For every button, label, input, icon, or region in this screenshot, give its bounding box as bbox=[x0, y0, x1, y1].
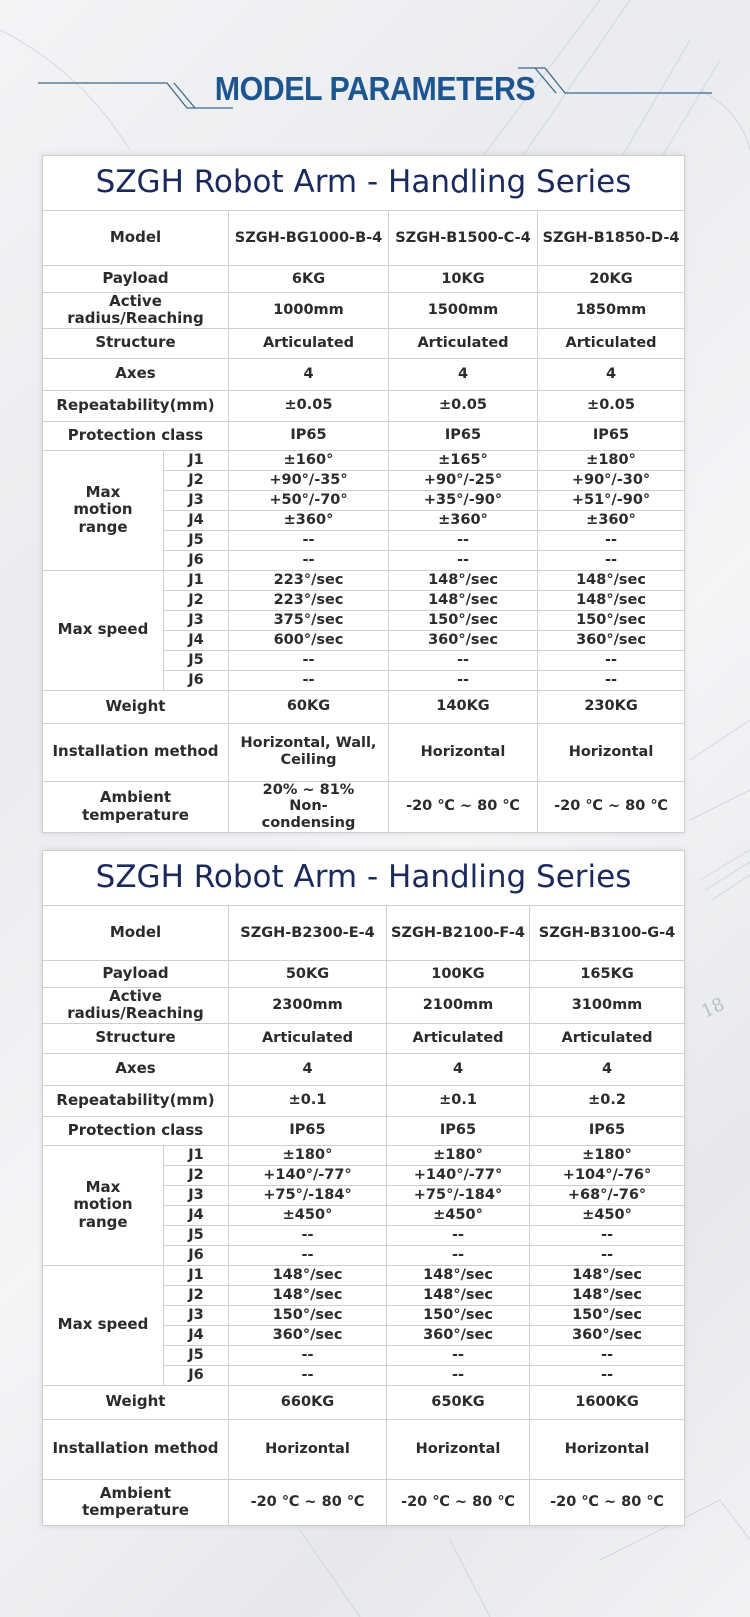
cell-value: 4 bbox=[229, 1053, 387, 1085]
cell-value: +75°/-184° bbox=[387, 1185, 530, 1205]
cell-value: 1500mm bbox=[389, 293, 538, 329]
row-structure bbox=[43, 328, 685, 358]
cell-value: -- bbox=[538, 530, 685, 550]
cell-value: Horizontal bbox=[530, 1419, 685, 1479]
cell-value: 223°/sec bbox=[229, 570, 389, 590]
cell-value: ±0.1 bbox=[387, 1085, 530, 1116]
cell-value: -- bbox=[389, 530, 538, 550]
row-label: Repeatability(mm) bbox=[43, 1085, 229, 1116]
cell-value: 1000mm bbox=[229, 293, 389, 329]
cell-value: ±360° bbox=[538, 510, 685, 530]
cell-value: +140°/-77° bbox=[387, 1165, 530, 1185]
cell-value: -- bbox=[530, 1365, 685, 1385]
cell-value: +51°/-90° bbox=[538, 490, 685, 510]
joint-label: J6 bbox=[164, 1365, 229, 1385]
svg-text:18: 18 bbox=[698, 993, 728, 1023]
joint-label: J2 bbox=[164, 1165, 229, 1185]
model-name: SZGH-B1850-D-4 bbox=[538, 211, 685, 266]
cell-value: Articulated bbox=[538, 328, 685, 358]
cell-value: ±180° bbox=[387, 1145, 530, 1165]
table-title: SZGH Robot Arm - Handling Series bbox=[43, 851, 685, 906]
row-reach bbox=[43, 988, 685, 1024]
row-label: Installation method bbox=[43, 1419, 229, 1479]
cell-value: 3100mm bbox=[530, 988, 685, 1024]
joint-label: J5 bbox=[164, 650, 229, 670]
cell-value: 140KG bbox=[389, 690, 538, 723]
row-weight bbox=[43, 1385, 685, 1419]
cell-value: -- bbox=[229, 670, 389, 690]
cell-value: -- bbox=[229, 1365, 387, 1385]
model-name: SZGH-BG1000-B-4 bbox=[229, 211, 389, 266]
joint-label: J1 bbox=[164, 1265, 229, 1285]
cell-value: ±180° bbox=[229, 1145, 387, 1165]
cell-value: 148°/sec bbox=[387, 1285, 530, 1305]
joint-label: J5 bbox=[164, 1225, 229, 1245]
row-label: Weight bbox=[43, 1385, 229, 1419]
row-label: Protection class bbox=[43, 1116, 229, 1145]
joint-label: J2 bbox=[164, 590, 229, 610]
row-speed-j1 bbox=[43, 570, 685, 590]
cell-value: -- bbox=[389, 670, 538, 690]
model-name: SZGH-B3100-G-4 bbox=[530, 906, 685, 961]
cell-value: 375°/sec bbox=[229, 610, 389, 630]
cell-value: -20 ℃ ~ 80 ℃ bbox=[530, 1479, 685, 1525]
row-repeatability bbox=[43, 390, 685, 421]
row-label: Payload bbox=[43, 961, 229, 988]
cell-value: 20% ~ 81% Non-condensing bbox=[229, 781, 389, 832]
cell-value: 4 bbox=[389, 358, 538, 390]
cell-value: IP65 bbox=[387, 1116, 530, 1145]
cell-value: 2300mm bbox=[229, 988, 387, 1024]
cell-value: 600°/sec bbox=[229, 630, 389, 650]
section-header bbox=[0, 60, 750, 120]
cell-value: 165KG bbox=[530, 961, 685, 988]
joint-label: J5 bbox=[164, 1345, 229, 1365]
model-name: SZGH-B2300-E-4 bbox=[229, 906, 387, 961]
cell-value: Horizontal bbox=[387, 1419, 530, 1479]
cell-value: 1600KG bbox=[530, 1385, 685, 1419]
row-label: Weight bbox=[43, 690, 229, 723]
cell-value: Horizontal bbox=[229, 1419, 387, 1479]
cell-value: 223°/sec bbox=[229, 590, 389, 610]
cell-value: ±0.05 bbox=[389, 390, 538, 421]
row-label: Max speed bbox=[43, 1265, 164, 1385]
row-label: Max speed bbox=[43, 570, 164, 690]
joint-label: J1 bbox=[164, 1145, 229, 1165]
row-structure bbox=[43, 1023, 685, 1053]
row-label: Active radius/Reaching bbox=[43, 293, 229, 329]
cell-value: ±450° bbox=[387, 1205, 530, 1225]
cell-value: ±165° bbox=[389, 450, 538, 470]
cell-value: ±360° bbox=[389, 510, 538, 530]
cell-value: 148°/sec bbox=[530, 1265, 685, 1285]
cell-value: -- bbox=[538, 550, 685, 570]
cell-value: 148°/sec bbox=[389, 570, 538, 590]
joint-label: J1 bbox=[164, 450, 229, 470]
table-title: SZGH Robot Arm - Handling Series bbox=[43, 156, 685, 211]
cell-value: 360°/sec bbox=[530, 1325, 685, 1345]
row-model bbox=[43, 906, 685, 961]
cell-value: 60KG bbox=[229, 690, 389, 723]
cell-value: +90°/-35° bbox=[229, 470, 389, 490]
row-repeatability bbox=[43, 1085, 685, 1116]
cell-value: 360°/sec bbox=[229, 1325, 387, 1345]
cell-value: 148°/sec bbox=[229, 1285, 387, 1305]
cell-value: 360°/sec bbox=[387, 1325, 530, 1345]
joint-label: J1 bbox=[164, 570, 229, 590]
cell-value: -20 ℃ ~ 80 ℃ bbox=[387, 1479, 530, 1525]
cell-value: 4 bbox=[530, 1053, 685, 1085]
cell-value: -- bbox=[387, 1245, 530, 1265]
cell-value: ±360° bbox=[229, 510, 389, 530]
row-motion-j1 bbox=[43, 450, 685, 470]
cell-value: -- bbox=[530, 1345, 685, 1365]
joint-label: J3 bbox=[164, 610, 229, 630]
joint-label: J2 bbox=[164, 470, 229, 490]
cell-value: -- bbox=[389, 650, 538, 670]
cell-value: -- bbox=[387, 1225, 530, 1245]
cell-value: 20KG bbox=[538, 266, 685, 293]
cell-value: +90°/-25° bbox=[389, 470, 538, 490]
spec-table-2 bbox=[42, 850, 684, 1526]
cell-value: +140°/-77° bbox=[229, 1165, 387, 1185]
cell-value: +90°/-30° bbox=[538, 470, 685, 490]
model-name: SZGH-B2100-F-4 bbox=[387, 906, 530, 961]
joint-label: J4 bbox=[164, 510, 229, 530]
cell-value: Articulated bbox=[530, 1023, 685, 1053]
cell-value: 360°/sec bbox=[389, 630, 538, 650]
row-label: Model bbox=[43, 906, 229, 961]
cell-value: -- bbox=[530, 1225, 685, 1245]
cell-value: IP65 bbox=[530, 1116, 685, 1145]
cell-value: 150°/sec bbox=[387, 1305, 530, 1325]
row-label: Installation method bbox=[43, 723, 229, 781]
row-ambient bbox=[43, 1479, 685, 1525]
cell-value: 150°/sec bbox=[229, 1305, 387, 1325]
cell-value: +35°/-90° bbox=[389, 490, 538, 510]
cell-value: 148°/sec bbox=[387, 1265, 530, 1285]
cell-value: ±180° bbox=[538, 450, 685, 470]
cell-value: -20 ℃ ~ 80 ℃ bbox=[389, 781, 538, 832]
cell-value: Horizontal, Wall, Ceiling bbox=[229, 723, 389, 781]
cell-value: ±160° bbox=[229, 450, 389, 470]
row-speed-j1 bbox=[43, 1265, 685, 1285]
joint-label: J3 bbox=[164, 1185, 229, 1205]
model-name: SZGH-B1500-C-4 bbox=[389, 211, 538, 266]
cell-value: 4 bbox=[229, 358, 389, 390]
cell-value: -- bbox=[389, 550, 538, 570]
cell-value: Articulated bbox=[389, 328, 538, 358]
row-payload bbox=[43, 961, 685, 988]
cell-value: -- bbox=[538, 670, 685, 690]
row-weight bbox=[43, 690, 685, 723]
cell-value: 150°/sec bbox=[538, 610, 685, 630]
row-label: Max motion range bbox=[43, 1145, 164, 1265]
cell-value: 2100mm bbox=[387, 988, 530, 1024]
cell-value: -- bbox=[229, 550, 389, 570]
cell-value: -- bbox=[229, 1225, 387, 1245]
cell-value: 360°/sec bbox=[538, 630, 685, 650]
cell-value: IP65 bbox=[229, 421, 389, 450]
cell-value: 10KG bbox=[389, 266, 538, 293]
cell-value: 148°/sec bbox=[530, 1285, 685, 1305]
row-label: Payload bbox=[43, 266, 229, 293]
row-payload bbox=[43, 266, 685, 293]
cell-value: -20 ℃ ~ 80 ℃ bbox=[229, 1479, 387, 1525]
row-ambient bbox=[43, 781, 685, 832]
joint-label: J6 bbox=[164, 550, 229, 570]
cell-value: +104°/-76° bbox=[530, 1165, 685, 1185]
cell-value: 230KG bbox=[538, 690, 685, 723]
row-label: Protection class bbox=[43, 421, 229, 450]
cell-value: 150°/sec bbox=[530, 1305, 685, 1325]
cell-value: Horizontal bbox=[538, 723, 685, 781]
cell-value: -- bbox=[387, 1365, 530, 1385]
cell-value: Horizontal bbox=[389, 723, 538, 781]
cell-value: ±0.2 bbox=[530, 1085, 685, 1116]
cell-value: -20 ℃ ~ 80 ℃ bbox=[538, 781, 685, 832]
cell-value: Articulated bbox=[229, 328, 389, 358]
cell-value: +50°/-70° bbox=[229, 490, 389, 510]
row-label: Max motion range bbox=[43, 450, 164, 570]
row-protection bbox=[43, 1116, 685, 1145]
cell-value: 6KG bbox=[229, 266, 389, 293]
cell-value: IP65 bbox=[229, 1116, 387, 1145]
cell-value: 150°/sec bbox=[389, 610, 538, 630]
row-label: Active radius/Reaching bbox=[43, 988, 229, 1024]
cell-value: ±0.05 bbox=[538, 390, 685, 421]
row-install bbox=[43, 723, 685, 781]
cell-value: +68°/-76° bbox=[530, 1185, 685, 1205]
cell-value: -- bbox=[530, 1245, 685, 1265]
cell-value: 50KG bbox=[229, 961, 387, 988]
row-label: Axes bbox=[43, 1053, 229, 1085]
row-axes bbox=[43, 1053, 685, 1085]
spec-table-1 bbox=[42, 155, 684, 833]
joint-label: J4 bbox=[164, 630, 229, 650]
row-label: Ambient temperature bbox=[43, 1479, 229, 1525]
cell-value: -- bbox=[538, 650, 685, 670]
cell-value: 148°/sec bbox=[538, 590, 685, 610]
row-label: Axes bbox=[43, 358, 229, 390]
row-label: Ambient temperature bbox=[43, 781, 229, 832]
joint-label: J6 bbox=[164, 1245, 229, 1265]
cell-value: 148°/sec bbox=[229, 1265, 387, 1285]
row-label: Structure bbox=[43, 328, 229, 358]
cell-value: Articulated bbox=[387, 1023, 530, 1053]
row-motion-j1 bbox=[43, 1145, 685, 1165]
cell-value: ±180° bbox=[530, 1145, 685, 1165]
cell-value: ±0.1 bbox=[229, 1085, 387, 1116]
cell-value: 148°/sec bbox=[538, 570, 685, 590]
joint-label: J4 bbox=[164, 1205, 229, 1225]
joint-label: J5 bbox=[164, 530, 229, 550]
row-label: Structure bbox=[43, 1023, 229, 1053]
cell-value: 1850mm bbox=[538, 293, 685, 329]
row-reach bbox=[43, 293, 685, 329]
cell-value: 148°/sec bbox=[389, 590, 538, 610]
cell-value: -- bbox=[229, 650, 389, 670]
cell-value: 4 bbox=[538, 358, 685, 390]
joint-label: J2 bbox=[164, 1285, 229, 1305]
row-install bbox=[43, 1419, 685, 1479]
row-protection bbox=[43, 421, 685, 450]
cell-value: ±450° bbox=[530, 1205, 685, 1225]
cell-value: IP65 bbox=[538, 421, 685, 450]
row-model bbox=[43, 211, 685, 266]
cell-value: ±450° bbox=[229, 1205, 387, 1225]
joint-label: J3 bbox=[164, 490, 229, 510]
joint-label: J4 bbox=[164, 1325, 229, 1345]
cell-value: 660KG bbox=[229, 1385, 387, 1419]
cell-value: -- bbox=[387, 1345, 530, 1365]
cell-value: IP65 bbox=[389, 421, 538, 450]
joint-label: J6 bbox=[164, 670, 229, 690]
cell-value: -- bbox=[229, 1245, 387, 1265]
joint-label: J3 bbox=[164, 1305, 229, 1325]
page-title: MODEL PARAMETERS bbox=[214, 70, 536, 107]
cell-value: +75°/-184° bbox=[229, 1185, 387, 1205]
cell-value: -- bbox=[229, 1345, 387, 1365]
cell-value: 100KG bbox=[387, 961, 530, 988]
cell-value: -- bbox=[229, 530, 389, 550]
cell-value: 650KG bbox=[387, 1385, 530, 1419]
cell-value: 4 bbox=[387, 1053, 530, 1085]
row-label: Model bbox=[43, 211, 229, 266]
cell-value: Articulated bbox=[229, 1023, 387, 1053]
row-axes bbox=[43, 358, 685, 390]
row-label: Repeatability(mm) bbox=[43, 390, 229, 421]
cell-value: ±0.05 bbox=[229, 390, 389, 421]
